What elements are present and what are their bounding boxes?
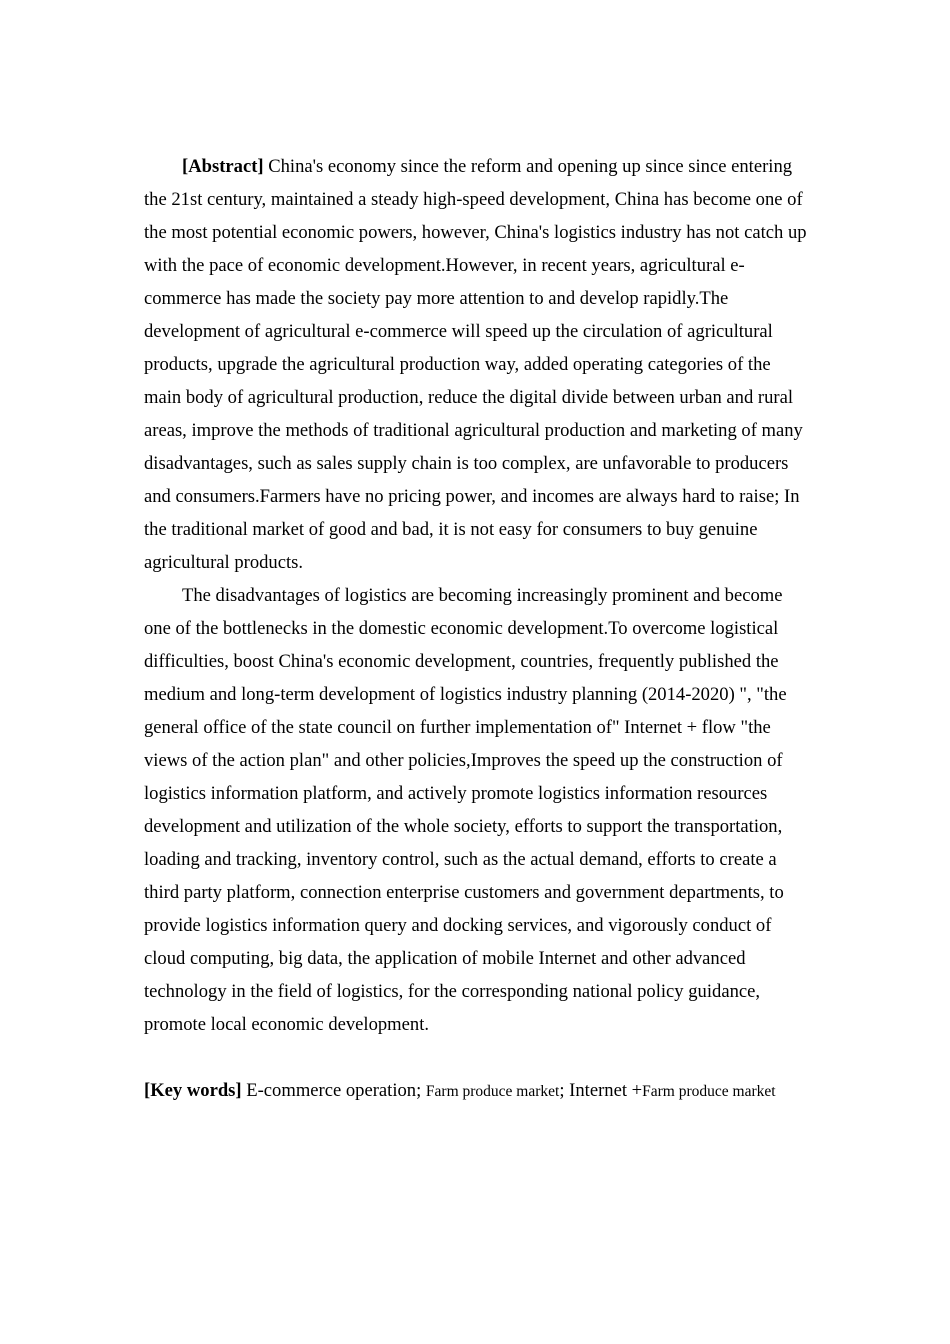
abstract-paragraph-1 [144, 150, 810, 579]
abstract-text-1: China's economy since the reform and opening up since since entering the 21st century, maintained a steady high-speed development, China has become one of the most potential economic powers, however, China's logistics industry has not catch up with the pace of economic development.However, in recent years, agricultural e-commerce has made the society pay more attention to and develop rapidly.The development of agricultural e-commerce will speed up the circulation of agricultural products, upgrade the agricultural production way, added operating categories of the main body of agricultural production, reduce the digital divide between urban and rural areas, improve the methods of traditional agricultural production and marketing of many disadvantages, such as sales supply chain is too complex, are unfavorable to producers and consumers.Farmers have no pricing power, and incomes are always hard to raise; In the traditional market of good and bad, it is not easy for consumers to buy genuine agricultural products. [144, 156, 807, 573]
abstract-text-2: The disadvantages of logistics are becoming increasingly prominent and become one of the bottlenecks in the domestic economic development.To overcome logistical difficulties, boost China's economic development, countries, frequently published the medium and long-term development of logistics industry planning (2014-2020) ", "the general office of the state council on further implementation of" Internet + flow "the views of the action plan" and other policies,Improves the speed up the construction of logistics information platform, and actively promote logistics information resources development and utilization of the whole society, efforts to support the transportation, loading and tracking, inventory control, such as the actual demand, efforts to create a third party platform, connection enterprise customers and government departments, to provide logistics information query and docking services, and vigorously conduct of cloud computing, big data, the application of mobile Internet and other advanced technology in the field of logistics, for the corresponding national policy guidance, promote local economic development. [144, 585, 787, 1035]
keyword-1: E-commerce operation; [241, 1080, 426, 1101]
abstract-paragraph-2 [144, 579, 810, 1041]
keyword-4: Farm produce market [642, 1083, 776, 1100]
keywords-label: [Key words] [144, 1080, 242, 1101]
document-page [144, 150, 810, 1108]
keyword-2: Farm produce market [425, 1083, 560, 1100]
abstract-label: [Abstract] [182, 156, 264, 177]
keywords-paragraph [144, 1074, 810, 1108]
keyword-3: ; Internet + [559, 1080, 643, 1101]
